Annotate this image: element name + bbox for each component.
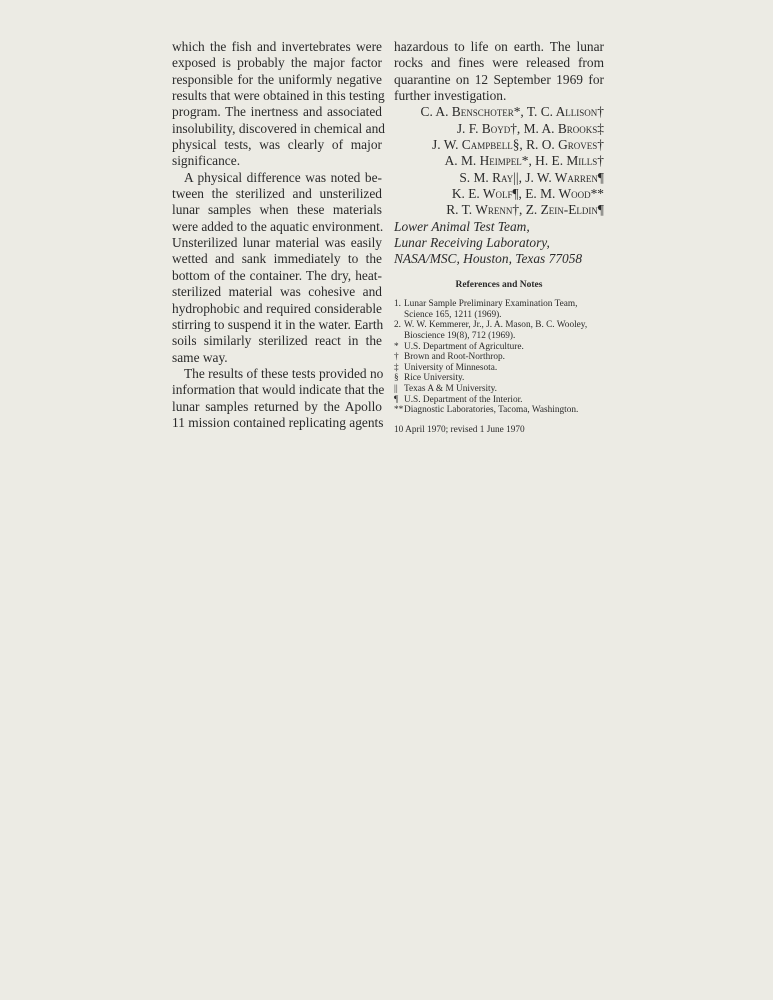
reference-item — [394, 373, 604, 384]
text-line: insolubility, discovered in chemical and — [172, 120, 385, 136]
affiliation-line: Lunar Receiving Laboratory, — [394, 235, 550, 251]
reference-mark: † — [394, 352, 399, 363]
author-list — [394, 104, 604, 218]
reference-mark: * — [394, 341, 399, 352]
reference-item — [394, 352, 604, 363]
text-line: significance. — [172, 153, 241, 169]
reference-text: Texas A & M University. — [404, 383, 497, 394]
reference-mark: ¶ — [394, 394, 399, 405]
author-line: C. A. Benschoter*, T. C. Allison† — [420, 104, 604, 120]
received-date: 10 April 1970; revised 1 June 1970 — [394, 424, 525, 435]
text-line: physical tests, was clearly of major — [172, 137, 382, 153]
closing-paragraph — [394, 39, 604, 104]
text-line: responsible for the uniformly negative — [172, 71, 382, 87]
author-line: R. T. Wrenn†, Z. Zein-Eldin¶ — [446, 202, 604, 218]
author-line: J. F. Boyd†, M. A. Brooks‡ — [456, 120, 604, 136]
reference-item — [394, 405, 604, 416]
text-line: information that would indicate that the — [172, 382, 385, 398]
author-line: K. E. Wolf¶, E. M. Wood** — [451, 186, 604, 202]
reference-item — [394, 320, 604, 341]
author-line: S. M. Ray||, J. W. Warren¶ — [459, 169, 604, 185]
text-line: program. The inertness and associated — [172, 104, 382, 120]
reference-mark: ‡ — [394, 362, 399, 373]
text-line: rocks and fines were released from — [394, 55, 604, 71]
affiliation-line: Lower Animal Test Team, — [394, 218, 530, 234]
reference-mark: || — [394, 383, 398, 394]
text-line: 11 mission contained replicating agents — [172, 414, 384, 430]
text-line: sterilized material was cohesive and — [172, 284, 382, 300]
text-line: tween the sterilized and unsterilized — [172, 186, 382, 202]
reference-text: Brown and Root-Northrop. — [404, 352, 505, 363]
text-line: further investigation. — [394, 88, 507, 104]
left-column — [172, 39, 385, 431]
references-heading: References and Notes — [455, 279, 543, 290]
reference-mark: ** — [394, 405, 404, 416]
author-line: A. M. Heimpel*, H. E. Mills† — [444, 153, 604, 169]
text-line: hazardous to life on earth. The lunar — [394, 39, 604, 54]
text-line: were added to the aquatic environment. — [172, 218, 384, 234]
affiliation — [394, 219, 604, 268]
reference-text: Diagnostic Laboratories, Tacoma, Washington. — [404, 405, 579, 416]
text-line: quarantine on 12 September 1969 for — [394, 71, 604, 87]
text-line: A physical difference was noted be- — [184, 169, 382, 185]
reference-text: University of Minnesota. — [404, 362, 498, 373]
text-line: soils similarly sterilized react in the — [172, 333, 382, 349]
affiliation-line: NASA/MSC, Houston, Texas 77058 — [394, 251, 583, 267]
text-line: lunar samples when these materials — [172, 202, 382, 218]
right-column — [394, 39, 604, 438]
text-line: The results of these tests provided no — [184, 365, 384, 381]
reference-text: U.S. Department of the Interior. — [404, 394, 523, 405]
references-list — [394, 299, 604, 416]
reference-text: U.S. Department of Agriculture. — [404, 341, 524, 352]
reference-item — [394, 363, 604, 374]
text-line: exposed is probably the major factor — [172, 55, 382, 71]
reference-text: W. W. Kemmerer, Jr., J. A. Mason, B. C. Wooley, Bioscience 19(8), 712 (1969). — [404, 320, 588, 341]
reference-item — [394, 384, 604, 395]
paragraph — [172, 365, 385, 431]
reference-text: Lunar Sample Preliminary Examination Team, Science 165, 1211 (1969). — [404, 299, 578, 320]
text-line: same way. — [172, 349, 228, 365]
reference-mark: 2. — [394, 320, 401, 331]
text-line: results that were obtained in this testing — [172, 88, 385, 104]
paragraph — [172, 39, 385, 170]
text-line: Unsterilized lunar material was easily — [172, 235, 382, 251]
reference-item — [394, 342, 604, 353]
paragraph — [172, 170, 382, 366]
reference-item — [394, 299, 604, 320]
text-line: which the fish and invertebrates were — [172, 39, 382, 54]
text-line: lunar samples returned by the Apollo — [172, 398, 382, 414]
text-line: hydrophobic and required considerable — [172, 300, 382, 316]
reference-mark: 1. — [394, 299, 401, 310]
reference-mark: § — [394, 373, 399, 384]
author-line: J. W. Campbell§, R. O. Groves† — [432, 137, 604, 153]
text-line: stirring to suspend it in the water. Earth — [172, 316, 384, 332]
reference-text: Rice University. — [404, 373, 465, 384]
text-line: wetted and sank immediately to the — [172, 251, 382, 267]
text-line: bottom of the container. The dry, heat- — [172, 267, 382, 283]
reference-item — [394, 395, 604, 406]
